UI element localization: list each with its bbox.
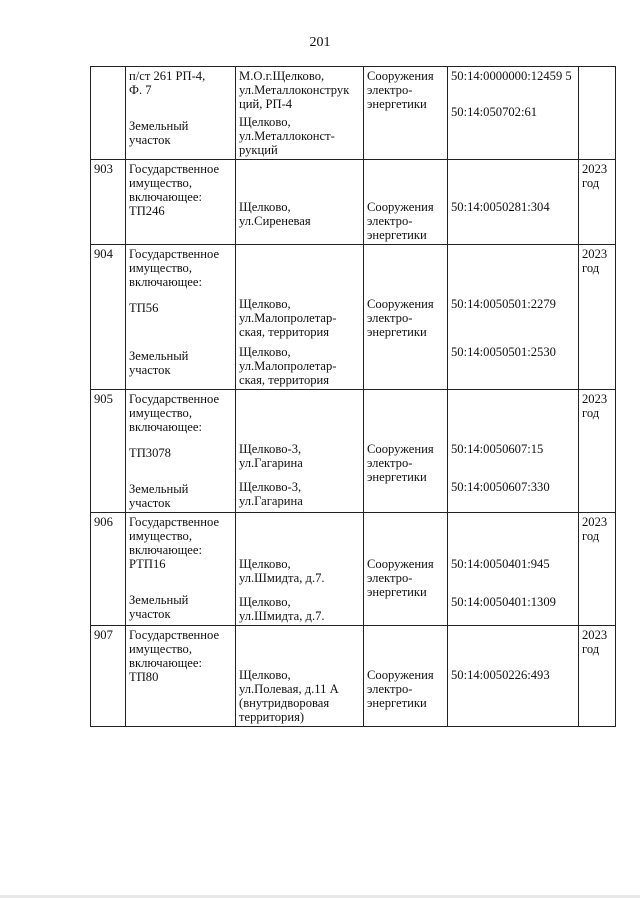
cadastral-number: 50:14:0050501:2279 — [451, 297, 556, 311]
table-row — [91, 513, 616, 626]
page-number: 201 — [309, 35, 331, 50]
cadastral-cell — [448, 160, 579, 245]
object-name: Земельный участок — [129, 119, 189, 147]
object-address: Щелково, ул.Шмидта, д.7. — [239, 557, 325, 585]
object-type: Сооружения электро- энергетики — [367, 69, 434, 111]
object-address: Щелково, ул.Сиреневая — [239, 200, 311, 228]
cadastral-number: 50:14:0050281:304 — [451, 200, 550, 214]
address-cell — [236, 626, 364, 727]
object-name: ТП3078 — [129, 446, 171, 460]
object-type: Сооружения электро- энергетики — [367, 442, 434, 484]
table-row — [91, 626, 616, 727]
object-name-cell — [126, 390, 236, 513]
cadastral-number: 50:14:0050607:15 — [451, 442, 544, 456]
year-cell: 2023 год — [579, 513, 616, 626]
year-cell: 2023 год — [579, 390, 616, 513]
object-address: Щелково-3, ул.Гагарина — [239, 480, 303, 508]
cadastral-number: 50:14:0050401:945 — [451, 557, 550, 571]
object-address: Щелково, ул.Полевая, д.11 А (внутридворовая территория) — [239, 668, 339, 724]
year-cell: 2023 год — [579, 245, 616, 390]
row-number: 903 — [91, 160, 126, 245]
object-type: Сооружения электро- энергетики — [367, 200, 434, 242]
cadastral-cell — [448, 67, 579, 160]
group-header: Государственное имущество, включающее: — [129, 515, 220, 557]
cadastral-number: 50:14:0050226:493 — [451, 668, 550, 682]
table-row — [91, 67, 616, 160]
type-cell — [364, 160, 448, 245]
cadastral-cell — [448, 390, 579, 513]
object-name-cell — [126, 245, 236, 390]
type-cell — [364, 67, 448, 160]
object-type: Сооружения электро- энергетики — [367, 557, 434, 599]
object-name: ТП246 — [129, 204, 165, 218]
row-number: 904 — [91, 245, 126, 390]
row-number: 905 — [91, 390, 126, 513]
group-header: Государственное имущество, включающее: — [129, 628, 220, 670]
cadastral-number: 50:14:0050501:2530 — [451, 345, 556, 359]
type-cell — [364, 245, 448, 390]
object-name-cell — [126, 67, 236, 160]
year-cell: 2023 год — [579, 160, 616, 245]
cadastral-number: 50:14:050702:61 — [451, 105, 538, 119]
group-header: Государственное имущество, включающее: — [129, 247, 220, 289]
object-address: Щелково-3, ул.Гагарина — [239, 442, 303, 470]
object-name: Земельный участок — [129, 349, 189, 377]
address-cell — [236, 67, 364, 160]
property-registry-table — [90, 66, 616, 727]
object-address: Щелково, ул.Малопролетар- ская, территория — [239, 297, 337, 339]
address-cell — [236, 160, 364, 245]
type-cell — [364, 390, 448, 513]
type-cell — [364, 513, 448, 626]
object-name-cell — [126, 626, 236, 727]
cadastral-cell — [448, 626, 579, 727]
address-cell — [236, 390, 364, 513]
year-cell — [579, 67, 616, 160]
object-type: Сооружения электро- энергетики — [367, 668, 434, 710]
cadastral-number: 50:14:0050607:330 — [451, 480, 550, 494]
object-name: ТП80 — [129, 670, 159, 684]
group-header: Государственное имущество, включающее: — [129, 392, 220, 434]
object-address: Щелково, ул.Шмидта, д.7. — [239, 595, 325, 623]
table-row — [91, 160, 616, 245]
object-name: Земельный участок — [129, 593, 189, 621]
row-number: 906 — [91, 513, 126, 626]
address-cell — [236, 513, 364, 626]
object-address: М.О.г.Щелково, ул.Металлоконструк ций, РП-4 — [239, 69, 350, 111]
object-address: Щелково, ул.Малопролетар- ская, территория — [239, 345, 337, 387]
object-name: Земельный участок — [129, 482, 189, 510]
object-type: Сооружения электро- энергетики — [367, 297, 434, 339]
cadastral-number: 50:14:0000000:12459 5 — [451, 69, 572, 83]
table-row — [91, 390, 616, 513]
row-number: 907 — [91, 626, 126, 727]
row-number — [91, 67, 126, 160]
group-header: Государственное имущество, включающее: — [129, 162, 220, 204]
type-cell — [364, 626, 448, 727]
object-name-cell — [126, 160, 236, 245]
object-name: РТП16 — [129, 557, 166, 571]
cadastral-cell — [448, 245, 579, 390]
cadastral-cell — [448, 513, 579, 626]
table-row — [91, 245, 616, 390]
year-cell: 2023 год — [579, 626, 616, 727]
object-address: Щелково, ул.Металлоконст- рукций — [239, 115, 335, 157]
object-name-cell — [126, 513, 236, 626]
cadastral-number: 50:14:0050401:1309 — [451, 595, 556, 609]
object-name: ТП56 — [129, 301, 159, 315]
object-name: п/ст 261 РП-4, Ф. 7 — [129, 69, 206, 97]
address-cell — [236, 245, 364, 390]
